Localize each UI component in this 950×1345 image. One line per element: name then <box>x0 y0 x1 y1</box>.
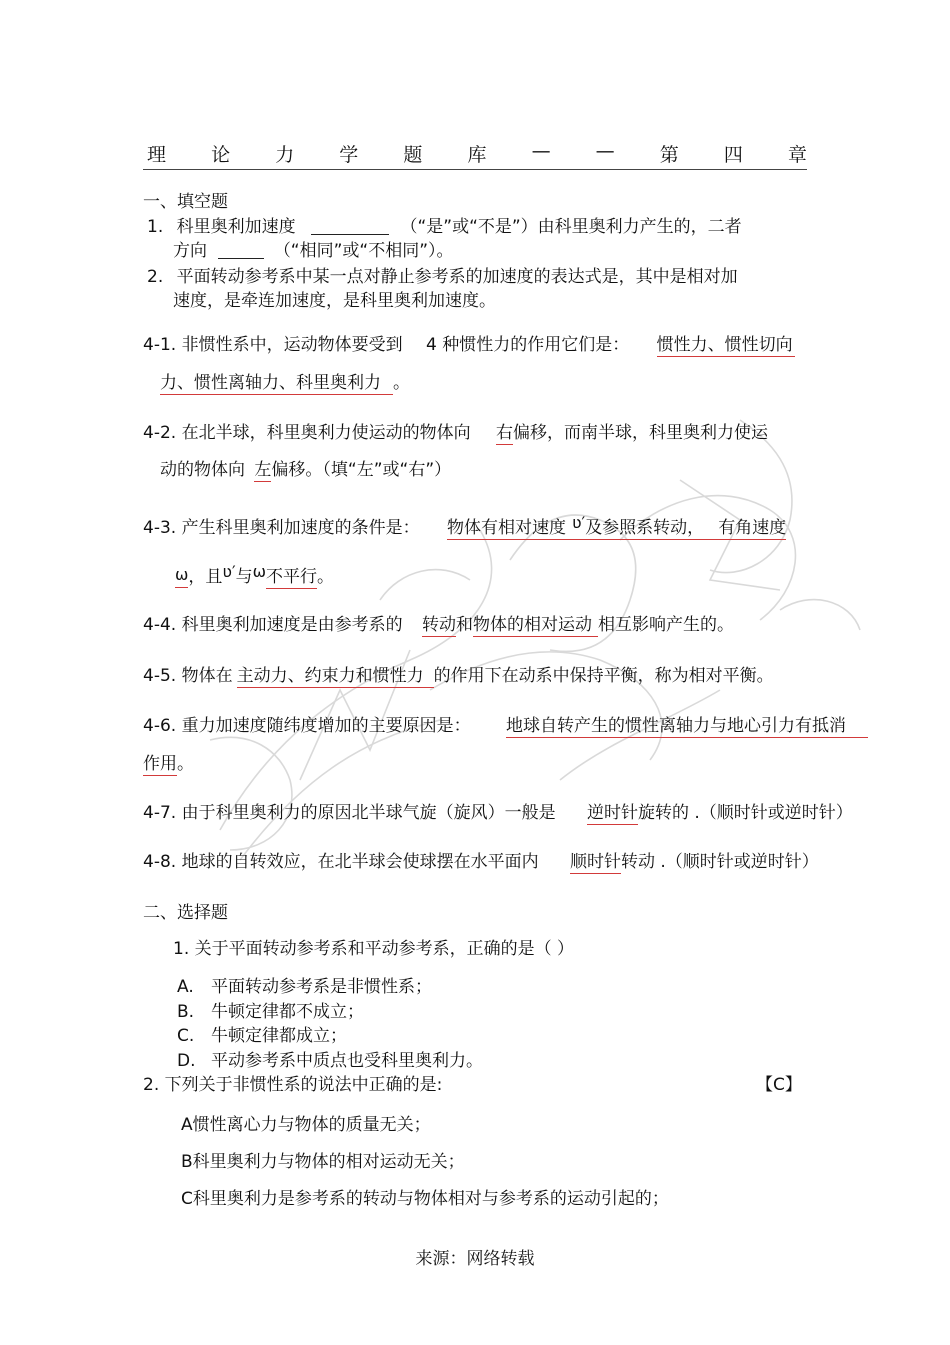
footer-source: 来源：网络转载 <box>415 1249 535 1269</box>
choice-question-1-stem: 1. 关于平面转动参考系和平动参考系，正确的是（ ） <box>173 939 575 959</box>
question-4-2-line-2: 动的物体向 左偏移。（填“左”或“右”） <box>160 460 452 480</box>
choice-option: D. 平动参考系中质点也受科里奥利力。 <box>177 1051 483 1071</box>
page-title <box>147 140 807 167</box>
choice-option: C. 牛顿定律都成立； <box>177 1026 347 1046</box>
choice-question-2-stem: 2. 下列关于非惯性系的说法中正确的是: <box>143 1075 443 1095</box>
question-4-5: 4-5. 物体在 主动力、约束力和惯性力 的作用下在动系中保持平衡，称为相对平衡。 <box>143 666 774 686</box>
title-char: 第 <box>659 144 679 166</box>
choice-option: B科里奥利力与物体的相对运动无关； <box>181 1152 465 1172</box>
question-4-4: 4-4. 科里奥利加速度是由参考系的 转动和物体的相对运动 相互影响产生的。 <box>143 615 734 635</box>
choice-option: A. 平面转动参考系是非惯性系； <box>177 977 432 997</box>
question-4-1: 4-1. 非惯性系中，运动物体要受到 4 种惯性力的作用它们是： 惯性力、惯性切向 <box>143 335 793 355</box>
question-4-2: 4-2. 在北半球，科里奥利力使运动的物体向 右偏移，而南半球，科里奥利力使运 <box>143 423 768 443</box>
question-2-line-2: 速度，是牵连加速度，是科里奥利加速度。 <box>173 291 496 311</box>
question-4-1-line-2: 力、惯性离轴力、科里奥利力 。 <box>160 373 410 393</box>
title-char: 章 <box>787 144 807 166</box>
answer-text: 物体有相对速度 ʋ′及参照系转动， 有角速度 <box>446 513 787 538</box>
question-4-3: 4-3. 产生科里奥利加速度的条件是： 物体有相对速度 ʋ′及参照系转动， 有角速度 <box>143 513 787 538</box>
answer-badge: 【C】 <box>756 1075 802 1095</box>
question-4-7: 4-7. 由于科里奥利力的原因北半球气旋（旋风）一般是 逆时针旋转的 .（顺时针或逆时针） <box>143 803 853 823</box>
answer-text: 逆时针 <box>586 803 638 823</box>
question-4-3-line-2: ω，且ʋ′与ω不平行。 <box>175 562 335 587</box>
title-char: — <box>531 140 551 162</box>
answer-text: 惯性力、惯性切向 <box>656 335 793 355</box>
choice-option: A惯性离心力与物体的质量无关； <box>181 1115 431 1135</box>
choice-option: B. 牛顿定律都不成立； <box>177 1002 364 1022</box>
title-char: 库 <box>467 144 487 166</box>
angular-velocity-symbol: ω <box>175 564 188 588</box>
answer-text: 主动力、约束力和惯性力 <box>237 666 434 688</box>
choice-option: C科里奥利力是参考系的转动与物体相对与参考系的运动引起的； <box>181 1189 669 1209</box>
question-1: 1. 科里奥利加速度 （“是”或“不是”）由科里奥利力产生的，二者 <box>147 217 742 237</box>
answer-text: 顺时针 <box>569 852 621 872</box>
answer-text: 地球自转产生的惯性离轴力与地心引力有抵消 <box>506 716 868 738</box>
question-4-8: 4-8. 地球的自转效应，在北半球会使球摆在水平面内 顺时针转动 .（顺时针或逆时针） <box>143 852 819 872</box>
section-heading-fill: 一、填空题 <box>143 192 228 212</box>
question-4-6: 4-6. 重力加速度随纬度增加的主要原因是： 地球自转产生的惯性离轴力与地心引力有抵消 <box>143 715 868 737</box>
answer-text: 转动 <box>421 615 456 635</box>
answer-text: 力、惯性离轴力、科里奥利力 <box>160 373 393 395</box>
question-1-line-2: 方向 （“相同”或“不相同”）。 <box>173 241 454 261</box>
title-char: 四 <box>723 144 743 166</box>
angular-velocity-symbol: ω <box>252 562 267 581</box>
question-4-6-line-2: 作用。 <box>143 754 194 774</box>
answer-text: 右 <box>495 423 513 443</box>
section-heading-choice: 二、选择题 <box>143 903 228 923</box>
title-underline <box>143 169 807 170</box>
answer-text: 左 <box>254 460 272 480</box>
title-char: 题 <box>403 144 423 166</box>
question-number: 1. <box>147 217 164 237</box>
title-char: 力 <box>275 144 295 166</box>
title-char: 学 <box>339 144 359 166</box>
title-char: — <box>595 140 615 162</box>
answer-text: 作用 <box>143 754 177 774</box>
answer-text: 物体的相对运动 <box>473 615 598 637</box>
answer-blank <box>311 218 389 235</box>
title-char: 理 <box>147 144 167 166</box>
answer-blank <box>218 242 264 259</box>
question-2: 2. 平面转动参考系中某一点对静止参考系的加速度的表达式是，其中是相对加 <box>147 267 738 287</box>
relative-velocity-symbol: ʋ′ <box>571 513 586 532</box>
title-char: 论 <box>211 144 231 166</box>
answer-text: 不平行 <box>266 567 318 587</box>
relative-velocity-symbol: ʋ′ <box>222 562 236 581</box>
